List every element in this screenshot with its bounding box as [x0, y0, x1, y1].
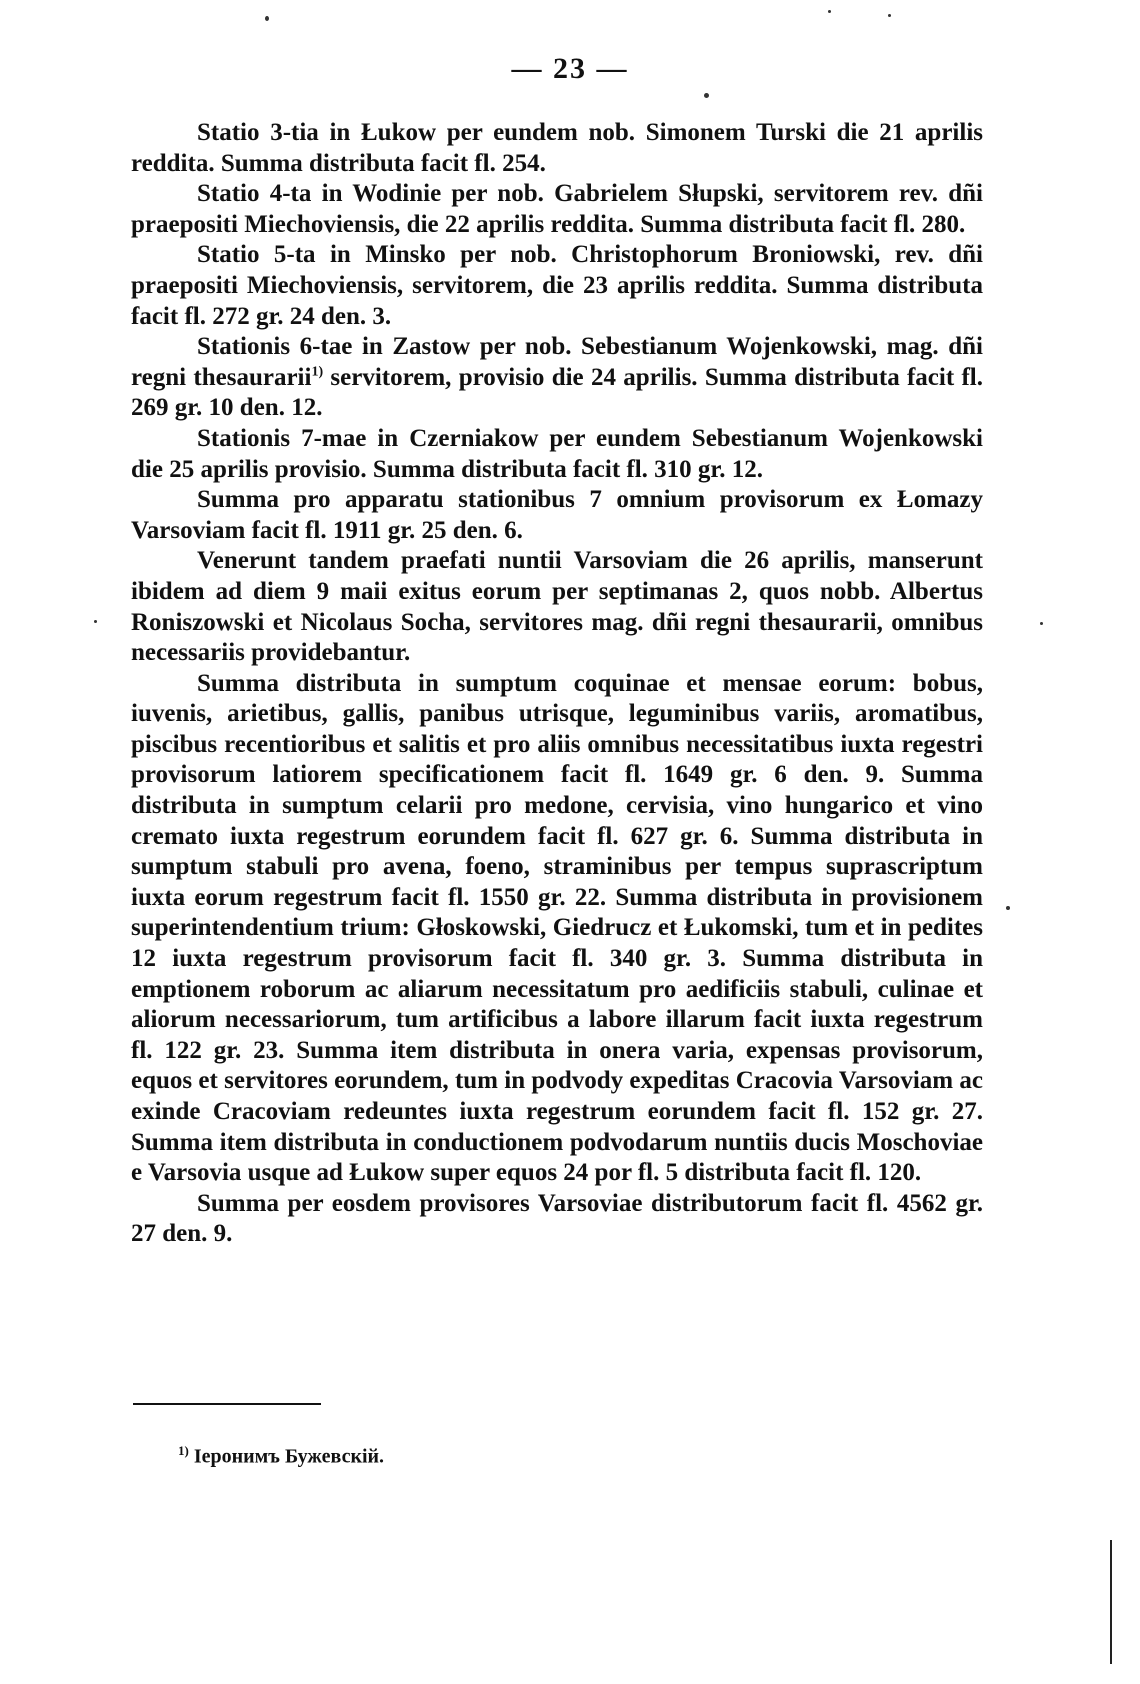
- scan-speck: [704, 93, 709, 98]
- paragraph-summa-distributa: Summa distributa in sumptum coquinae et mensae eorum: bobus, iuvenis, arietibus, gallis, panibus utrisque, leguminibus variis, aromatibus, piscibus recentioribus et salitis et pro aliis omnibus necessitatibus iuxta regestri provisorum latiorem specificationem facit fl. 1649 gr. 6 den. 9. Summa distributa in sumptum celarii pro medone, cervisia, vino hungarico et vino cremato iuxta regestrum eorundem facit fl. 627 gr. 6. Summa distributa in sumptum stabuli pro avena, foeno, straminibus per tempus suprascriptum iuxta eorum regestrum facit fl. 1550 gr. 22. Summa distributa in provisionem superintendentium trium: Głoskowski, Giedrucz et Łukomski, tum et in pedites 12 iuxta regestrum provisorum facit fl. 340 gr. 3. Summa distributa in emptionem roborum ac aliarum necessitatum pro aedificiis stabuli, culinae et aliorum necessariorum, tum artificibus a labore illarum facit iuxta regestrum fl. 122 gr. 23. Summa item distributa in onera varia, expensas provisorum, equos et servitores eorundem, tum in podvody expeditas Cracovia Varsoviam ac exinde Cracoviam redeuntes iuxta regestrum eorundem facit fl. 152 gr. 27. Summa item distributa in conductionem podvodarum nuntiis ducis Moschoviae e Varsovia usque ad Łukow super equos 24 por fl. 5 distributa facit fl. 120.: [131, 669, 983, 1187]
- scan-speck: [265, 16, 269, 21]
- paragraph-statio-7: Stationis 7-mae in Czerniakow per eundem Sebestianum Wojenkowski die 25 aprilis provisio. Summa distributa facit fl. 310 gr. 12.: [131, 424, 983, 483]
- page-number: — 23 —: [511, 52, 629, 85]
- scan-speck: [828, 10, 831, 13]
- paragraph-statio-6-tail: servitorem, provisio die 24 aprilis. Summa distributa facit fl. 269 gr. 10 den. 12.: [131, 363, 983, 422]
- scan-speck: [94, 620, 97, 623]
- footnote: [178, 1443, 384, 1469]
- scan-speck: [888, 14, 891, 17]
- paragraph-statio-6-head: Stationis 6-tae in Zastow per nob. Sebestianum Wojenkowski, mag. dñi regni thesaurarii: [131, 333, 983, 391]
- footnote-marker: 1): [178, 1443, 189, 1458]
- footnote-divider: [133, 1403, 321, 1405]
- paragraph-venerunt: Venerunt tandem praefati nuntii Varsoviam die 26 aprilis, manserunt ibidem ad diem 9 maii exitus eorum per septimanas 2, quos nobb. Albertus Roniszowski et Nicolaus Socha, servitores mag. dñi regni thesaurarii, omnibus necessariis providebantur.: [131, 547, 983, 667]
- scan-speck: [1040, 622, 1043, 625]
- paragraph-statio-4: Statio 4-ta in Wodinie per nob. Gabrielem Słupski, servitorem rev. dñi praepositi Miechoviensis, die 22 aprilis reddita. Summa distributa facit fl. 280.: [131, 180, 983, 238]
- paragraph-statio-3: Statio 3-tia in Łukow per eundem nob. Simonem Turski die 21 aprilis reddita. Summa distributa facit fl. 254.: [131, 119, 983, 177]
- body-text: [131, 118, 983, 1250]
- paragraph-statio-6: [131, 332, 983, 424]
- footnote-reference: 1): [311, 364, 324, 380]
- paragraph-summa-total: Summa per eosdem provisores Varsoviae distributorum facit fl. 4562 gr. 27 den. 9.: [131, 1189, 983, 1248]
- footnote-text: Іеронимъ Бужевскій.: [193, 1445, 385, 1468]
- scan-speck: [1006, 906, 1010, 910]
- scan-edge-mark: [1110, 1540, 1112, 1664]
- paragraph-summa-apparatu: Summa pro apparatu stationibus 7 omnium provisorum ex Łomazy Varsoviam facit fl. 1911 gr. 25 den. 6.: [131, 486, 983, 544]
- paragraph-statio-5: Statio 5-ta in Minsko per nob. Christophorum Broniowski, rev. dñi praepositi Miechoviensis, servitorem, die 23 aprilis reddita. Summa distributa facit fl. 272 gr. 24 den. 3.: [131, 241, 983, 330]
